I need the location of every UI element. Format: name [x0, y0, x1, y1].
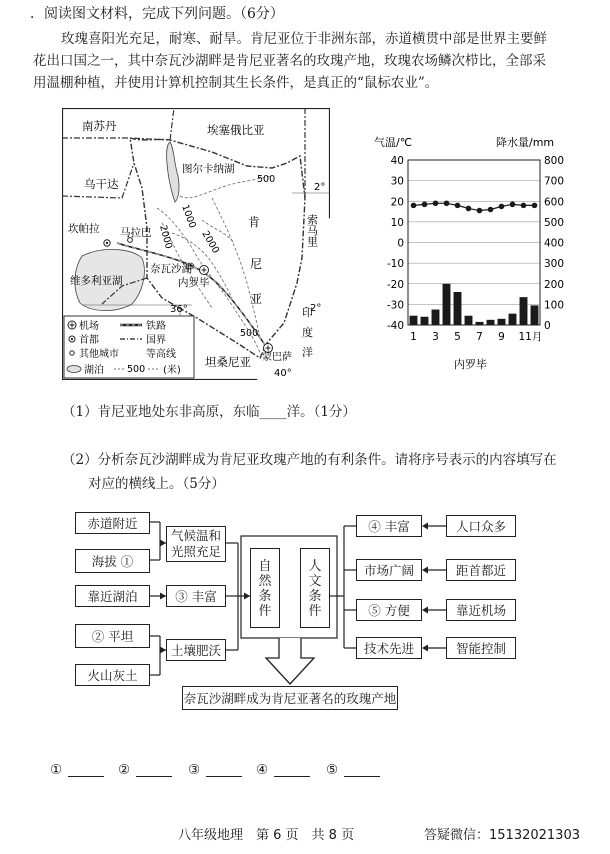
- chart-y1-tick: 20: [390, 196, 404, 209]
- chart-x-tick: 5: [454, 331, 461, 343]
- chart-body: [387, 155, 564, 343]
- precipitation-bar: [476, 322, 484, 325]
- box-near-capital: 距首都近: [446, 559, 516, 581]
- natural-char-2: 然: [258, 574, 272, 589]
- box-water: ③ 丰富: [166, 585, 226, 607]
- contact-info: 答疑微信：15132021303: [424, 828, 580, 843]
- box-result: 奈瓦沙湖畔成为肯尼亚著名的玫瑰产地: [182, 686, 398, 710]
- chart-x-tick: 1: [410, 331, 417, 343]
- label-somalia: 索马里: [305, 214, 319, 247]
- label-lon-36: 36°: [170, 304, 188, 315]
- chart-y1-tick: 30: [390, 175, 404, 188]
- label-ken: 肯: [248, 215, 261, 229]
- temperature-point: [532, 203, 538, 209]
- natural-char-1: 自: [258, 559, 272, 574]
- temperature-point: [488, 207, 494, 213]
- natural-char-3: 条: [258, 589, 272, 604]
- kenya-map: [62, 108, 330, 380]
- temperature-point: [510, 202, 516, 208]
- chart-y2-tick: 100: [544, 299, 565, 312]
- chart-y1-tick: -30: [386, 299, 404, 312]
- chart-x-tick: 3: [432, 331, 439, 343]
- label-lat-2s: 2°: [310, 303, 322, 314]
- para-line-1: 玫瑰喜阳光充足，耐寒、耐旱。肯尼亚位于非洲东部，赤道横贯中部是世界主要鲜: [61, 31, 547, 47]
- label-ya: 亚: [250, 292, 263, 306]
- chart-y2-tick: 300: [544, 258, 565, 271]
- label-lake-naivasha: 奈瓦沙湖: [150, 263, 192, 275]
- label-nairobi: 内罗毕: [178, 277, 210, 289]
- box-near-airport: 靠近机场: [446, 599, 516, 621]
- temperature-line: [414, 203, 535, 210]
- kampala-capital-dot-icon: [106, 242, 108, 244]
- chart-y1-tick: 0: [397, 237, 404, 250]
- answer-label-4: ④: [256, 762, 269, 778]
- contour-label-500-bottom: 500: [240, 328, 259, 339]
- box-climate-line-2: 光照充足: [170, 544, 221, 559]
- contour-label-2000-a: 2000: [157, 223, 174, 251]
- chart-y2-label: 降水量/mm: [496, 136, 555, 149]
- precipitation-bar: [443, 284, 451, 325]
- box-fertile-soil: 土壤肥沃: [166, 639, 226, 661]
- legend-lake-icon: [67, 366, 81, 373]
- legend-city-icon: [70, 351, 74, 355]
- temperature-point: [466, 206, 472, 212]
- box-transport: ⑤ 方便: [356, 599, 422, 621]
- precipitation-bar: [432, 310, 440, 325]
- box-technology: 技术先进: [356, 637, 422, 659]
- label-south-sudan: 南苏丹: [82, 119, 117, 133]
- chart-y1-label: 气温/℃: [374, 136, 413, 149]
- chart-y2-tick: 400: [544, 237, 565, 250]
- answer-label-1: ①: [50, 762, 63, 778]
- label-du: 度: [302, 326, 313, 339]
- label-ni: 尼: [250, 257, 263, 271]
- chart-y1-tick: -10: [386, 258, 404, 271]
- box-equator: 赤道附近: [75, 512, 150, 534]
- answer-label-2: ②: [118, 762, 131, 778]
- label-lake-victoria: 维多利亚湖: [70, 275, 123, 287]
- temperature-point: [477, 208, 483, 214]
- precipitation-bar: [487, 320, 495, 325]
- temperature-point: [521, 203, 527, 209]
- chart-y2-tick: 0: [544, 320, 551, 332]
- chart-y2-tick: 800: [544, 155, 565, 167]
- temperature-point: [433, 201, 439, 207]
- subquestion-1: （1）肯尼亚地处东非高原，东临____洋。（1分）: [62, 404, 356, 420]
- chart-x-tick: 7: [476, 331, 483, 343]
- page-footer: 八年级地理 第 6 页 共 8 页: [178, 828, 355, 843]
- box-altitude: 海拔 ①: [75, 549, 150, 573]
- para-line-2: 花出口国之一，其中奈瓦沙湖畔是肯尼亚著名的玫瑰产地，玫瑰农场鳞次栉比，全部采: [33, 53, 546, 69]
- legend-railway: 铁路: [146, 321, 166, 332]
- subquestion-2-line-2: 对应的横线上。（5分）: [88, 476, 225, 492]
- label-yin: 印: [302, 306, 313, 319]
- box-climate: [166, 526, 226, 562]
- precipitation-bar: [520, 297, 528, 325]
- answer-blank-5[interactable]: [344, 776, 380, 777]
- chart-x-tick: 9: [498, 331, 505, 343]
- chart-y1-tick: 10: [390, 216, 404, 229]
- chart-y1-tick: -20: [386, 278, 404, 291]
- human-char-4: 件: [308, 604, 322, 619]
- box-flat: ② 平坦: [75, 624, 150, 648]
- label-malaba: 马拉巴: [120, 227, 152, 239]
- box-climate-line-1: 气候温和: [170, 528, 221, 543]
- label-kampala: 坎帕拉: [68, 223, 100, 235]
- box-market: 市场广阔: [356, 559, 422, 581]
- answer-blank-4[interactable]: [274, 776, 310, 777]
- chart-x-tick: 11月: [518, 331, 543, 343]
- contour-label-1000: 1000: [179, 203, 198, 230]
- box-volcanic-soil: 火山灰土: [75, 664, 150, 686]
- answer-label-5: ⑤: [326, 762, 339, 778]
- box-smart-control: 智能控制: [446, 637, 516, 659]
- precipitation-bar: [498, 319, 506, 325]
- legend-city: 其他城市: [79, 349, 119, 360]
- label-mombasa: 蒙巴萨: [262, 352, 292, 363]
- precipitation-bar: [509, 314, 517, 325]
- subquestion-2-line-1: （2）分析奈瓦沙湖畔成为肯尼亚玫瑰产地的有利条件。请将序号表示的内容填写在: [62, 452, 557, 468]
- answer-label-3: ③: [188, 762, 201, 778]
- label-lake-turkana: 图尔卡纳湖: [182, 163, 235, 175]
- down-arrow-icon: [266, 638, 314, 684]
- human-char-3: 条: [308, 589, 322, 604]
- chart-y2-tick: 700: [544, 175, 565, 188]
- box-population: 人口众多: [446, 515, 516, 537]
- label-uganda: 乌干达: [84, 177, 119, 191]
- legend-capital: 首都: [79, 335, 99, 346]
- climate-chart: [370, 130, 590, 375]
- answer-blanks: [50, 760, 390, 784]
- legend-airport: 机场: [79, 321, 99, 332]
- label-tanzania: 坦桑尼亚: [205, 355, 251, 369]
- chart-y1-tick: 40: [390, 155, 404, 167]
- contour-label-500-top: 500: [257, 174, 276, 185]
- label-yang: 洋: [302, 346, 313, 359]
- box-natural-conditions: [250, 548, 280, 628]
- label-ethiopia: 埃塞俄比亚: [207, 123, 265, 137]
- temperature-point: [444, 201, 450, 207]
- box-human-conditions: [300, 548, 330, 628]
- label-lat-2n: 2°: [314, 182, 326, 193]
- legend-contour: 等高线: [146, 349, 176, 360]
- answer-blank-2[interactable]: [136, 776, 172, 777]
- temperature-point: [499, 204, 505, 210]
- natural-char-4: 件: [258, 604, 272, 619]
- legend-contour-value: 500: [127, 364, 146, 375]
- temperature-point: [411, 203, 417, 209]
- human-char-2: 文: [308, 574, 322, 589]
- label-lon-40: 40°: [274, 368, 292, 379]
- question-paragraph: [33, 28, 593, 94]
- precipitation-bar: [454, 292, 462, 325]
- legend-lake: 湖泊: [84, 365, 104, 376]
- legend-border: 国界: [146, 335, 166, 346]
- contour-label-2000-b: 2000: [199, 229, 222, 256]
- legend-unit: (米): [163, 365, 181, 376]
- answer-blank-1[interactable]: [68, 776, 104, 777]
- temperature-point: [455, 203, 461, 209]
- chart-y2-tick: 500: [544, 216, 565, 229]
- precipitation-bar: [531, 305, 539, 325]
- chart-y1-tick: -40: [386, 320, 404, 332]
- precipitation-bar: [421, 317, 429, 325]
- temperature-point: [422, 202, 428, 208]
- para-line-3: 用温棚种植，并使用计算机控制其生长条件，是真正的“鼠标农业”。: [33, 75, 439, 91]
- chart-y2-tick: 600: [544, 196, 565, 209]
- question-header: ．阅读图文材料，完成下列问题。（6分）: [30, 6, 284, 22]
- precipitation-bar: [410, 316, 418, 325]
- precipitation-bar: [465, 316, 473, 325]
- human-char-1: 人: [308, 559, 322, 574]
- chart-title: 内罗毕: [454, 358, 487, 371]
- box-near-lake: 靠近湖泊: [75, 585, 150, 607]
- chart-y2-tick: 200: [544, 278, 565, 291]
- answer-blank-3[interactable]: [206, 776, 242, 777]
- map-legend: [64, 316, 194, 378]
- box-labor: ④ 丰富: [356, 515, 422, 537]
